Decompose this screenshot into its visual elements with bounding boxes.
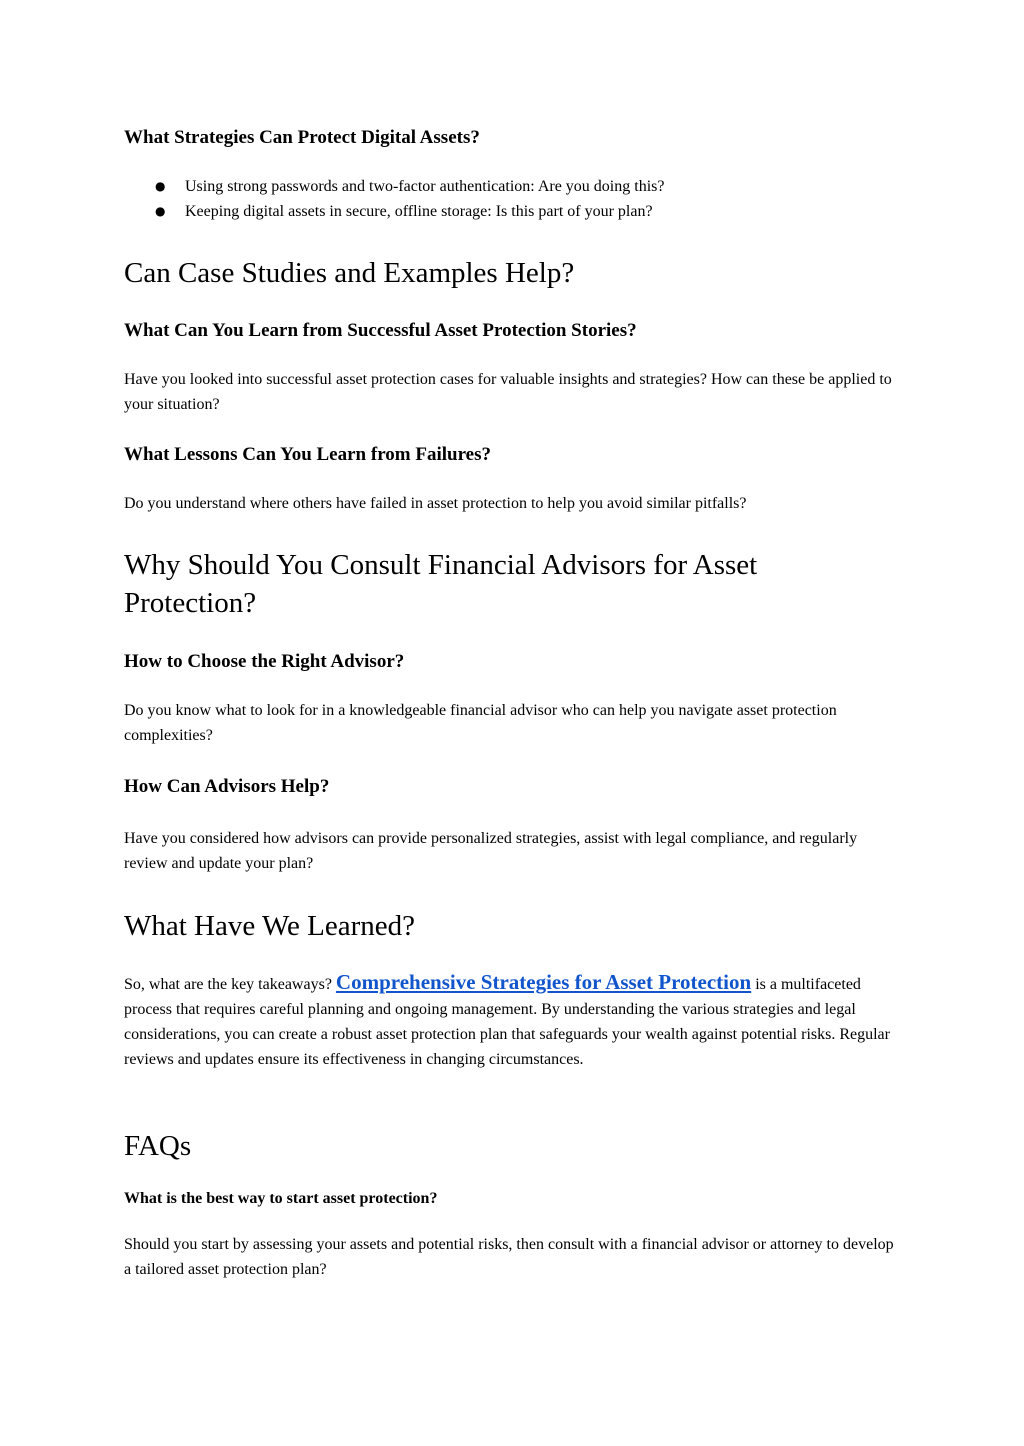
heading-choose-advisor: How to Choose the Right Advisor? <box>124 651 405 672</box>
heading-faqs: FAQs <box>124 1130 192 1162</box>
faq-question-1: What is the best way to start asset protection? <box>124 1190 438 1207</box>
heading-advisors-help: How Can Advisors Help? <box>124 776 330 797</box>
heading-advisors: Why Should You Consult Financial Advisors for Asset Protection? <box>124 549 758 619</box>
bullet-icon: ● <box>155 204 166 218</box>
heading-success-stories: What Can You Learn from Successful Asset Protection Stories? <box>124 320 637 341</box>
heading-case-studies: Can Case Studies and Examples Help? <box>124 257 575 289</box>
faq-answer-1: Should you start by assessing your assets and potential risks, then consult with a financial advisor or attorney to develop a tailored asset protection plan? <box>124 1236 894 1278</box>
paragraph-advisors-help: Have you considered how advisors can provide personalized strategies, assist with legal compliance, and regularly review and update your plan? <box>124 830 858 872</box>
heading-learned: What Have We Learned? <box>124 910 415 942</box>
learned-intro: So, what are the key takeaways? <box>124 976 332 993</box>
heading-failures: What Lessons Can You Learn from Failures? <box>124 444 492 465</box>
paragraph-learned <box>124 970 899 1072</box>
list-item-text: Using strong passwords and two-factor authentication: Are you doing this? <box>185 178 665 195</box>
comprehensive-strategies-link[interactable]: Comprehensive Strategies for Asset Protection <box>335 970 752 994</box>
paragraph-failures: Do you understand where others have failed in asset protection to help you avoid similar pitfalls? <box>124 495 747 512</box>
bullet-icon: ● <box>155 179 166 193</box>
list-item <box>124 199 664 224</box>
paragraph-success-stories: Have you looked into successful asset protection cases for valuable insights and strategies? How can these be applied to your situation? <box>124 371 892 413</box>
list-item-text: Keeping digital assets in secure, offline storage: Is this part of your plan? <box>185 203 653 220</box>
list-item <box>124 174 664 199</box>
learned-body: is a multifaceted process that requires careful planning and ongoing management. By understanding the various strategies and legal considerations, you can create a robust asset protection plan that safeguards your wealth against potential risks. Regular reviews and updates ensure its effectiveness in changing circumstances. <box>124 976 890 1068</box>
heading-digital-assets: What Strategies Can Protect Digital Assets? <box>124 127 480 148</box>
digital-assets-list <box>124 174 664 224</box>
paragraph-choose-advisor: Do you know what to look for in a knowledgeable financial advisor who can help you navigate asset protection complexities? <box>124 702 837 744</box>
